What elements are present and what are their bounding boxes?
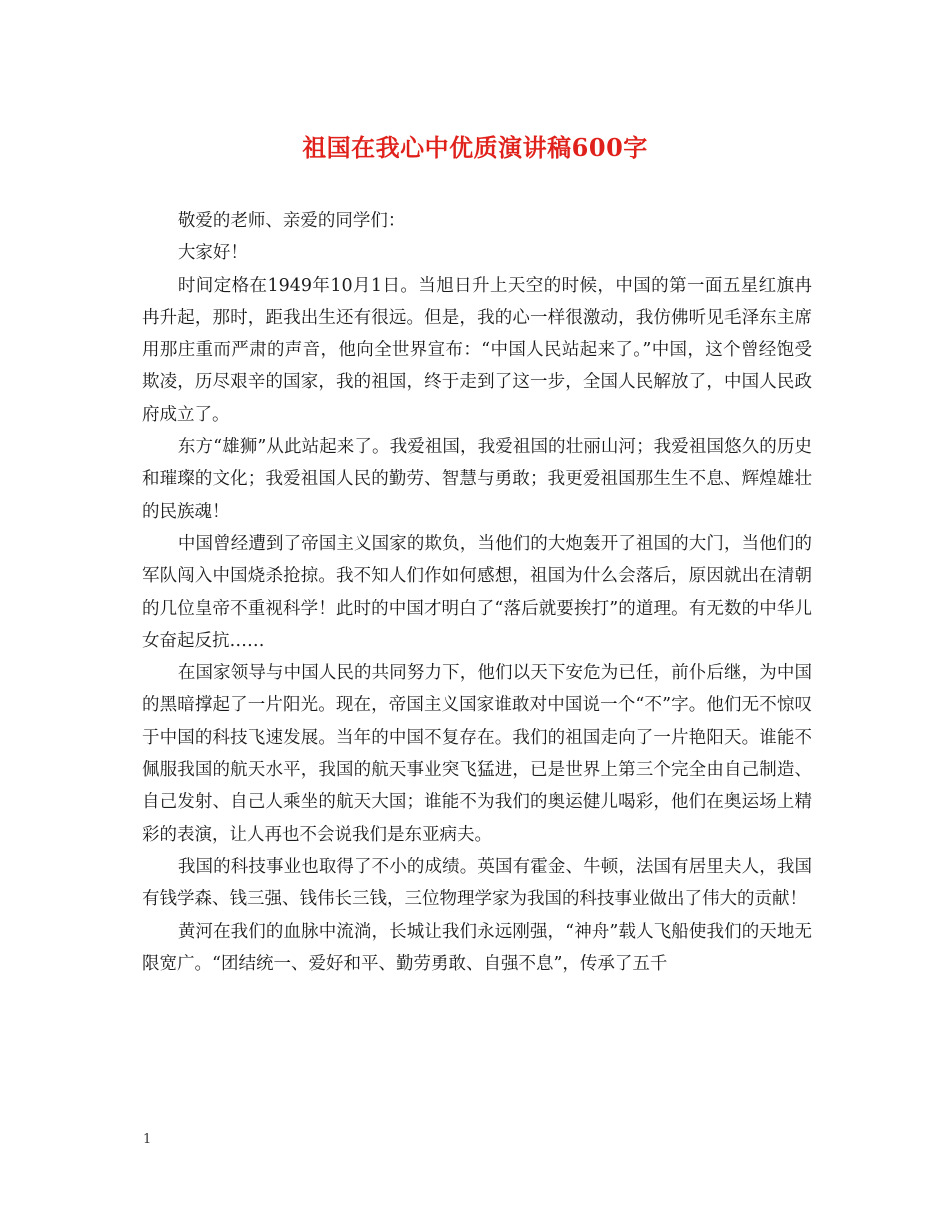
greeting-paragraph: 敬爱的老师、亲爱的同学们：	[177, 211, 406, 231]
body-paragraph: 我国的科技事业也取得了不小的成绩。英国有霍金、牛顿，法国有居里夫人，我国有钱学森、钱三强、钱伟长三钱，三位物理学家为我国的科技事业做出了伟大的贡献！	[142, 856, 812, 910]
document-body	[142, 205, 812, 980]
salutation-paragraph: 大家好！	[177, 243, 248, 264]
body-paragraph: 黄河在我们的血脉中流淌，长城让我们永远刚强，“神舟”载人飞船使我们的天地无限宽广。“团结统一、爱好和平、勤劳勇敢、自强不息”，传承了五千	[142, 921, 812, 974]
body-paragraph: 在国家领导与中国人民的共同努力下，他们以天下安危为已任，前仆后继，为中国的黑暗撑起了一片阳光。现在，帝国主义国家谁敢对中国说一个“不”字。他们无不惊叹于中国的科技飞速发展。当年的中国不复存在。我们的祖国走向了一片艳阳天。谁能不佩服我国的航天水平，我国的航天事业突飞猛进，已是世界上第三个完全由自己制造、自己发射、自己人乘坐的航天大国；谁能不为我们的奥运健儿喝彩，他们在奥运场上精彩的表演，让人再也不会说我们是东亚病夫。	[142, 663, 812, 845]
page-number: 1	[143, 1132, 152, 1147]
body-paragraph: 时间定格在1949年10月1日。当旭日升上天空的时候，中国的第一面五星红旗冉冉升起，那时，距我出生还有很远。但是，我的心一样很激动，我仿佛听见毛泽东主席用那庄重而严肃的声音，他向全世界宣布：“中国人民站起来了。”中国，这个曾经饱受欺凌，历尽艰辛的国家，我的祖国，终于走到了这一步，全国人民解放了，中国人民政府成立了。	[142, 275, 812, 425]
body-paragraph: 东方“雄狮”从此站起来了。我爱祖国，我爱祖国的壮丽山河；我爱祖国悠久的历史和璀璨的文化；我爱祖国人民的勤劳、智慧与勇敢；我更爱祖国那生生不息、辉煌雄壮的民族魂！	[142, 437, 812, 522]
body-paragraph: 中国曾经遭到了帝国主义国家的欺负，当他们的大炮轰开了祖国的大门，当他们的军队闯入中国烧杀抢掠。我不知人们作如何感想，祖国为什么会落后，原因就出在清朝的几位皇帝不重视科学！此时的中国才明白了“落后就要挨打”的道理。有无数的中华儿女奋起反抗……	[142, 533, 812, 651]
document-title: 祖国在我心中优质演讲稿600字	[302, 133, 648, 162]
